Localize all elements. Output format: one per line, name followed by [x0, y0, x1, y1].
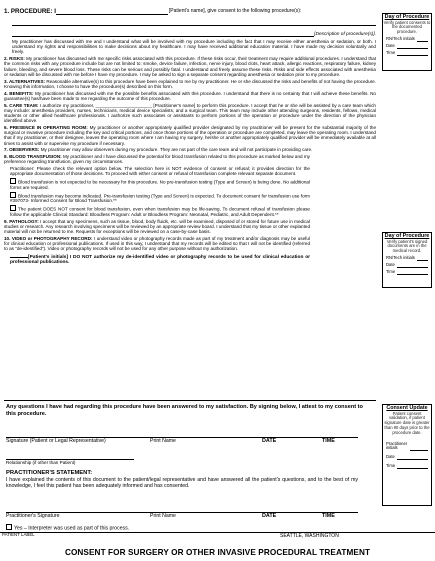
practitioner-initials-field[interactable] [410, 446, 428, 451]
practitioner-initials-row [386, 442, 428, 452]
patient-name-hint: [Patient's name], give consent to the following procedure(s): [168, 8, 302, 14]
questions-statement: Any questions I have had regarding this procedure have been answered to my satisfaction. By signing below, I attest to my consent to this procedure. [6, 404, 363, 417]
interpreter-checkbox[interactable] [6, 524, 12, 530]
procedure-description-hint: [Description of procedure(s)]. [314, 32, 376, 37]
section-divider [4, 400, 376, 401]
video-text: I understand video or photography records made as part of my treatment and/or diagnosis may be useful for clinical education or professional publications. If used in this way, I understand that my records will be edited so that I will not be identified (referred to as "de-identified"). Video or photography records will not be used for any other purpose without my authorization. [4, 235, 310, 252]
date-label-2: Date [386, 262, 395, 268]
day-of-procedure-box-2 [382, 232, 432, 288]
video-label: 10. VIDEO or PHOTOGRAPHY RECORD: [4, 235, 93, 241]
patient-name-field[interactable] [56, 8, 168, 15]
observers-section [4, 147, 376, 152]
time-row-1 [386, 51, 428, 56]
consent-update-title: Consent Update [386, 405, 428, 411]
practitioner-time-label: TIME [322, 513, 335, 519]
consent-time-label: Time [386, 463, 396, 469]
video-section [4, 236, 310, 252]
blood-option-1-text: Blood transfusion is not expected to be necessary for this procedure. No pre-transfusion testing (Type and Screen) is being done. No additional forms are required. [10, 179, 310, 190]
patient-date-label: DATE [262, 438, 277, 444]
practitioner-print-name-label: Print Name [150, 513, 176, 519]
time-field-1[interactable] [397, 51, 428, 56]
interpreter-row [6, 524, 129, 532]
date-field-1[interactable] [397, 44, 428, 49]
time-label-1: Time [386, 50, 396, 56]
procedure-line-1 [12, 20, 376, 26]
blood-option-2-checkbox[interactable] [10, 192, 16, 198]
consent-date-label: Date [386, 454, 395, 460]
procedure-line-2 [12, 31, 376, 37]
rn-initials-field-1[interactable] [417, 37, 428, 42]
city-label: SEATTLE, WASHINGTON [280, 533, 339, 539]
patient-label: PATIENT LABEL [2, 532, 35, 537]
relationship-label: Relationship (if other than Patient) [6, 460, 76, 465]
consent-time-row [386, 464, 428, 469]
blood-option-2 [10, 192, 310, 204]
day-of-procedure-title-1: Day of Procedure [384, 14, 430, 20]
careteam-text: I authorize my practitioner, ______________________ [Practitioner's name] to perform this procedure. I accept that he or she will be assisted by a care team which may include: anesthesia providers, nurses, technicians, medical device specialists, and a surgical team. This team may include other attending surgeons, residents, fellows, medical students or other allied healthcare professionals. I authorize such associates or assistants to perform portions of the operation or procedure under the direction of the physician identified above. [4, 102, 376, 124]
rn-initials-row-1 [386, 37, 428, 42]
video-initials-text: [Patient's initials] I DO NOT authorize my de-identified video or photography records to be used for clinical education or professional publications. [10, 255, 310, 266]
time-label-2: Time [386, 269, 396, 275]
intro-text: My practitioner has discussed with me and I understand what will be involved with my procedure including the fact that I may receive either anesthesia or sedation, or both. I understand my rights and responsibilities to make decisions about my healthcare. I may have received additional education material. I have made my decision voluntarily and freely. [12, 39, 376, 55]
day-of-procedure-title-2: Day of Procedure [384, 233, 430, 239]
consent-update-note: Patient consent validation, if patient signature date is greater than 90 days prior to the procedure date. [384, 410, 430, 435]
risks-text: My practitioner has discussed with me specific risks associated with this procedure. If these risks occur, their treatment may require additional procedures. I understand that the common risks with any procedure include but are not limited to: smoke, device failure, infection, nerve injury, blood clots, heart attack, allergic reactions, respiratory failure, kidney failure, bleeding, and severe blood loss. These risks can be serious and possibly fatal. I understand and freely assume these risks. Risks and side effects associated with anesthesia or sedation will be discussed with me before I have my procedure. I may be asked to sign a separate consent regarding anesthesia or sedation prior to my procedure. [4, 56, 376, 77]
careteam-label: 5. CARE TEAM: [4, 102, 39, 108]
practitioner-date-label: DATE [262, 513, 277, 519]
consent-date-row [386, 455, 428, 460]
form-title: CONSENT FOR SURGERY OR OTHER INVASIVE PROCEDURAL TREATMENT [64, 548, 371, 557]
rn-initials-label-2: RN/Tech initials [386, 255, 415, 261]
practitioner-statement-title: PRACTITIONER'S STATEMENT: [6, 470, 93, 476]
patient-signature-label: Signature (Patient or Legal Representative) [6, 438, 106, 444]
blood-label: 8. BLOOD TRANSFUSION: [4, 154, 62, 160]
blood-section [4, 154, 310, 164]
rn-initials-label-1: RN/Tech initials [386, 36, 415, 42]
pathology-section [4, 219, 310, 235]
day-of-procedure-note-1: Verify patient consents to the documented procedure. [383, 19, 431, 35]
blood-text: My practitioner and I have discussed the potential for blood transfusion related to this procedure as marked below and my preference regarding transfusion, given my circumstances. [4, 154, 310, 165]
blood-option-2-text: Blood transfusion may become indicated. Pre-transfusion testing (Type and Screen) is expected. To document consent for transfusion use form #397073- Informed Consent for Blood Transfusion.** [10, 193, 310, 204]
time-field-2[interactable] [397, 270, 428, 275]
blood-option-1-checkbox[interactable] [10, 178, 16, 184]
date-label-1: Date [386, 43, 395, 49]
alternatives-label: 3. ALTERNATIVES: [4, 78, 46, 84]
presence-label: 6. PRESENCE IN OPERATING ROOM: [4, 125, 88, 131]
interpreter-text: Yes – Interpreter was used as part of this process. [14, 525, 130, 532]
video-initials-line [10, 253, 310, 265]
practitioner-signature-label: Practitioner's Signature [6, 513, 60, 519]
risks-label: 2. RISKS: [4, 56, 25, 62]
alternatives-text: Reasonable alternative(s) to this procedure have been explained to me by my practitioner. He or she discussed the risks and benefits of not having the procedure. Knowing this information, I choose to have the procedure(s) described on this form. [4, 78, 376, 89]
day-of-procedure-note-2: Verify patient's signed documents are in the medical record. [386, 238, 428, 254]
pathology-text: I accept that any specimens, such as tissue, blood, body fluids, etc. will be examined, disposed of or stored for future use in medical studies or research. Any research involving specimens will be reviewed by an appropriate review board. I understand that my tissue or other explanted material will not be returned to me. Requests for exceptions will be reviewed on a case-by-case basis. [4, 218, 310, 235]
patient-label-divider [0, 532, 435, 533]
procedure-label: 1. PROCEDURE: I [4, 8, 56, 15]
day-of-procedure-box-1 [382, 13, 432, 71]
video-initials-field[interactable] [10, 253, 28, 258]
observers-label: 7. OBSERVERS: [4, 147, 40, 153]
benefits-section [4, 91, 376, 101]
consent-date-field[interactable] [397, 455, 428, 460]
blood-option-3-text: The patient DOES NOT consent for blood transfusion, even when transfusion may be life-saving. To document refusal of transfusion please follow the applicable Clinical Standard: Bloodless Program: Adult or Bloodless Program: Neonatal, Pediatric, and Adult Dependent.** [10, 206, 310, 217]
patient-print-name-label: Print Name [150, 438, 176, 444]
consent-time-field[interactable] [397, 464, 428, 469]
blood-practitioner-note: Practitioner: Please check the relevant option below. The selection here is NOT evidence of consent or refusal; it provides direction for the appropriate documentation of those decisions. To proceed with either consent or refusal of transfusion complete relevant separate document. [10, 166, 310, 177]
blood-option-1 [10, 178, 310, 190]
presence-section [4, 125, 376, 146]
date-field-2[interactable] [397, 263, 428, 268]
consent-update-box [382, 404, 432, 506]
rn-initials-field-2[interactable] [417, 256, 428, 261]
patient-time-label: TIME [322, 438, 335, 444]
rn-initials-row-2 [386, 256, 428, 261]
date-row-1 [386, 44, 428, 49]
risks-section [4, 56, 376, 77]
form-body [4, 8, 376, 267]
benefits-text: My practitioner has discussed with me the possible benefits associated with this procedure. I understand that there is no certainty that I will achieve these benefits. No guarantee(s) has/have been made to me regarding the outcome of this procedure. [4, 90, 376, 101]
alternatives-section [4, 79, 376, 89]
presence-text: My practitioner or another appropriately qualified provider designated by my practitioner will be present for the substantial majority of the surgical or invasive procedure including the key and critical portions, and once those portions of the operation or procedure are completed, may leave the operating room. I understand that if my practitioner, or their designee, leaves the operating room where I am having my surgery, he/she or another appropriately qualified provider will be immediately available at all times to assist with or supervise my procedure if necessary. [4, 125, 376, 146]
careteam-section [4, 103, 376, 124]
observers-text: My practitioner may allow observers during my procedure. They are not part of the care team and will not participate in providing care. [40, 147, 313, 153]
time-row-2 [386, 270, 428, 275]
practitioner-initials-label: Practitioner initials [386, 440, 408, 451]
blood-option-3-checkbox[interactable] [10, 205, 16, 211]
practitioner-statement-text: I have explained the contents of this document to the patient/legal representative and have answered all the patient's questions, and to the best of my knowledge, I feel this patient has been adequately informed and has consented. [6, 477, 358, 489]
procedure-description-field-1[interactable] [12, 20, 376, 26]
procedure-header [4, 8, 376, 15]
date-row-2 [386, 263, 428, 268]
blood-option-3 [10, 205, 310, 217]
pathology-label: 9. PATHOLOGY: [4, 218, 39, 224]
procedure-description-field-2[interactable] [12, 31, 314, 37]
benefits-label: 4. BENEFITS: [4, 90, 34, 96]
